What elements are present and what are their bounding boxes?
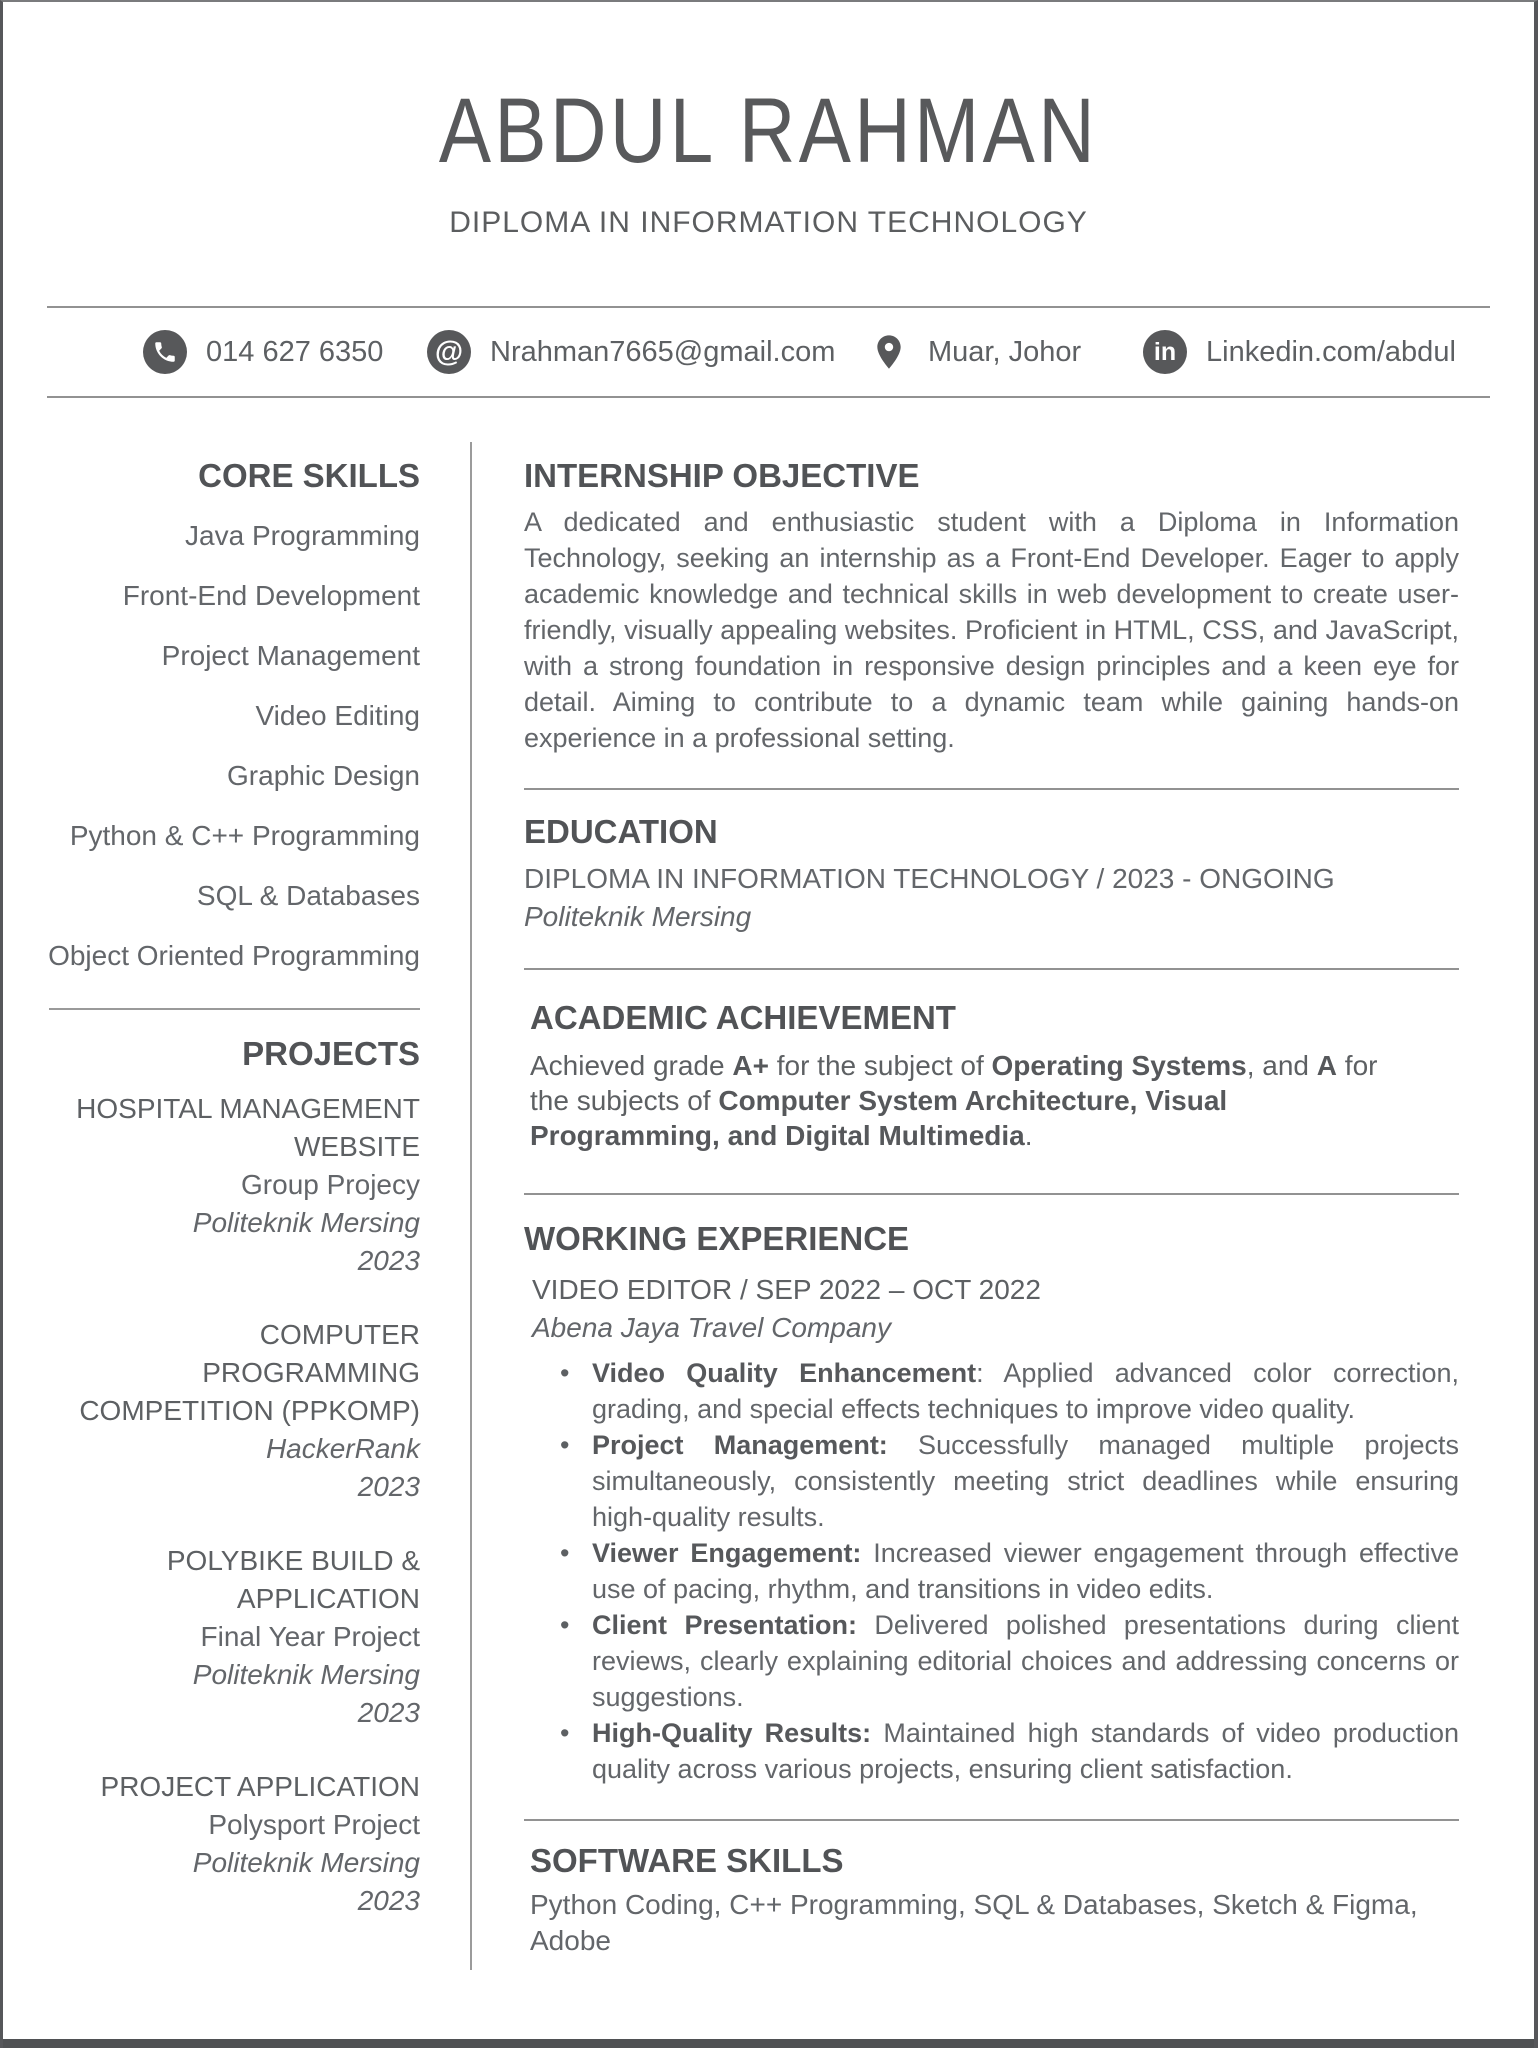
sidebar-divider <box>49 1008 420 1010</box>
project-entry <box>47 1768 420 1920</box>
bullet-item: • High-Quality Results: Maintained high standards of video production quality across various projects, ensuring client satisfaction. <box>524 1715 1459 1787</box>
education-school: Politeknik Mersing <box>524 901 752 932</box>
bullet-item: • Client Presentation: Delivered polished presentations during client reviews, clearly explaining editorial choices and addressing concerns or suggestions. <box>524 1607 1459 1715</box>
project-title: PROJECT APPLICATION <box>100 1771 420 1802</box>
contact-location <box>869 308 1081 396</box>
contact-linkedin <box>1143 308 1456 396</box>
section-divider <box>524 1819 1459 1821</box>
project-subtitle: Group Projecy <box>241 1169 420 1200</box>
candidate-name: ABDUL RAHMAN <box>438 80 1099 182</box>
bullet-item: • Video Quality Enhancement: Applied advanced color correction, grading, and special effects techniques to improve video quality. <box>524 1355 1459 1427</box>
contact-bar <box>3 308 1534 396</box>
experience-heading: WORKING EXPERIENCE <box>524 1220 910 1257</box>
project-title: HOSPITAL MANAGEMENT WEBSITE <box>76 1093 420 1162</box>
main-column <box>524 442 1459 1959</box>
core-skills-heading: CORE SKILLS <box>198 457 420 494</box>
job-title: VIDEO EDITOR / SEP 2022 – OCT 2022 <box>532 1274 1041 1305</box>
skill-item: SQL & Databases <box>196 880 420 911</box>
skill-item: Video Editing <box>255 700 420 731</box>
projects-heading: PROJECTS <box>242 1035 420 1072</box>
section-divider <box>524 1193 1459 1195</box>
project-subtitle: Polysport Project <box>208 1809 420 1840</box>
project-subtitle: Final Year Project <box>200 1621 420 1652</box>
objective-heading: INTERNSHIP OBJECTIVE <box>524 457 920 494</box>
objective-text: A dedicated and enthusiastic student with a Diploma in Information Technology, seeking an internship as a Front-End Developer. Eager to apply academic knowledge and technical skills in web development to create user-friendly, visually appealing websites. Proficient in HTML, CSS, and JavaScript, with a strong foundation in responsive design principles and a keen eye for detail. Aiming to contribute to a dynamic team while gaining hands-on experience in a professional setting. <box>524 507 1459 753</box>
software-skills-text: Python Coding, C++ Programming, SQL & Databases, Sketch & Figma, Adobe <box>530 1889 1418 1956</box>
experience-bullets <box>524 1355 1459 1787</box>
project-entry <box>47 1316 420 1506</box>
contact-phone <box>143 308 383 396</box>
education-degree: DIPLOMA IN INFORMATION TECHNOLOGY / 2023 - ONGOING <box>524 863 1335 894</box>
phone-number: 014 627 6350 <box>206 335 384 368</box>
skill-item: Graphic Design <box>227 760 420 791</box>
page-bottom-edge <box>3 2039 1534 2048</box>
location-text: Muar, Johor <box>928 335 1082 368</box>
project-year: 2023 <box>357 1697 420 1728</box>
project-year: 2023 <box>357 1885 420 1916</box>
project-organization: Politeknik Mersing <box>192 1847 420 1878</box>
section-divider <box>524 788 1459 790</box>
bullet-item: • Project Management: Successfully managed multiple projects simultaneously, consistently meeting strict deadlines while ensuring high-quality results. <box>524 1427 1459 1535</box>
core-skills-list <box>47 518 420 974</box>
bullet-item: • Viewer Engagement: Increased viewer engagement through effective use of pacing, rhythm, and transitions in video edits. <box>524 1535 1459 1607</box>
at-icon: @ <box>427 330 471 374</box>
project-year: 2023 <box>357 1471 420 1502</box>
software-skills-heading: SOFTWARE SKILLS <box>530 1842 844 1879</box>
location-pin-icon <box>869 328 909 376</box>
company-name: Abena Jaya Travel Company <box>532 1312 891 1343</box>
sidebar <box>47 442 420 1956</box>
project-entry <box>47 1542 420 1732</box>
skill-item: Front-End Development <box>122 580 420 611</box>
project-organization: Politeknik Mersing <box>192 1207 420 1238</box>
email-address: Nrahman7665@gmail.com <box>490 335 836 368</box>
section-divider <box>524 968 1459 970</box>
linkedin-icon: in <box>1143 330 1187 374</box>
phone-icon <box>143 330 187 374</box>
column-divider <box>470 442 472 1970</box>
project-title: COMPUTER PROGRAMMING COMPETITION (PPKOMP) <box>79 1319 420 1426</box>
skill-item: Object Oriented Programming <box>48 940 420 971</box>
project-organization: HackerRank <box>265 1433 420 1464</box>
resume-header <box>3 2 1534 238</box>
projects-list <box>47 1090 420 1920</box>
candidate-title: DIPLOMA IN INFORMATION TECHNOLOGY <box>449 206 1088 239</box>
education-heading: EDUCATION <box>524 813 718 850</box>
project-title: POLYBIKE BUILD & APPLICATION <box>166 1545 420 1614</box>
contact-email <box>427 308 835 396</box>
skill-item: Java Programming <box>185 520 420 551</box>
linkedin-url: Linkedin.com/abdul <box>1206 335 1456 368</box>
project-entry <box>47 1090 420 1280</box>
skill-item: Python & C++ Programming <box>69 820 420 851</box>
content-area <box>3 398 1534 1970</box>
achievement-text: Achieved grade A+ for the subject of Operating Systems, and A for the subjects of Computer System Architecture, Visual Programming, and Digital Multimedia. <box>530 1050 1378 1151</box>
project-organization: Politeknik Mersing <box>192 1659 420 1690</box>
achievement-heading: ACADEMIC ACHIEVEMENT <box>530 999 956 1036</box>
skill-item: Project Management <box>161 640 420 671</box>
project-year: 2023 <box>357 1245 420 1276</box>
